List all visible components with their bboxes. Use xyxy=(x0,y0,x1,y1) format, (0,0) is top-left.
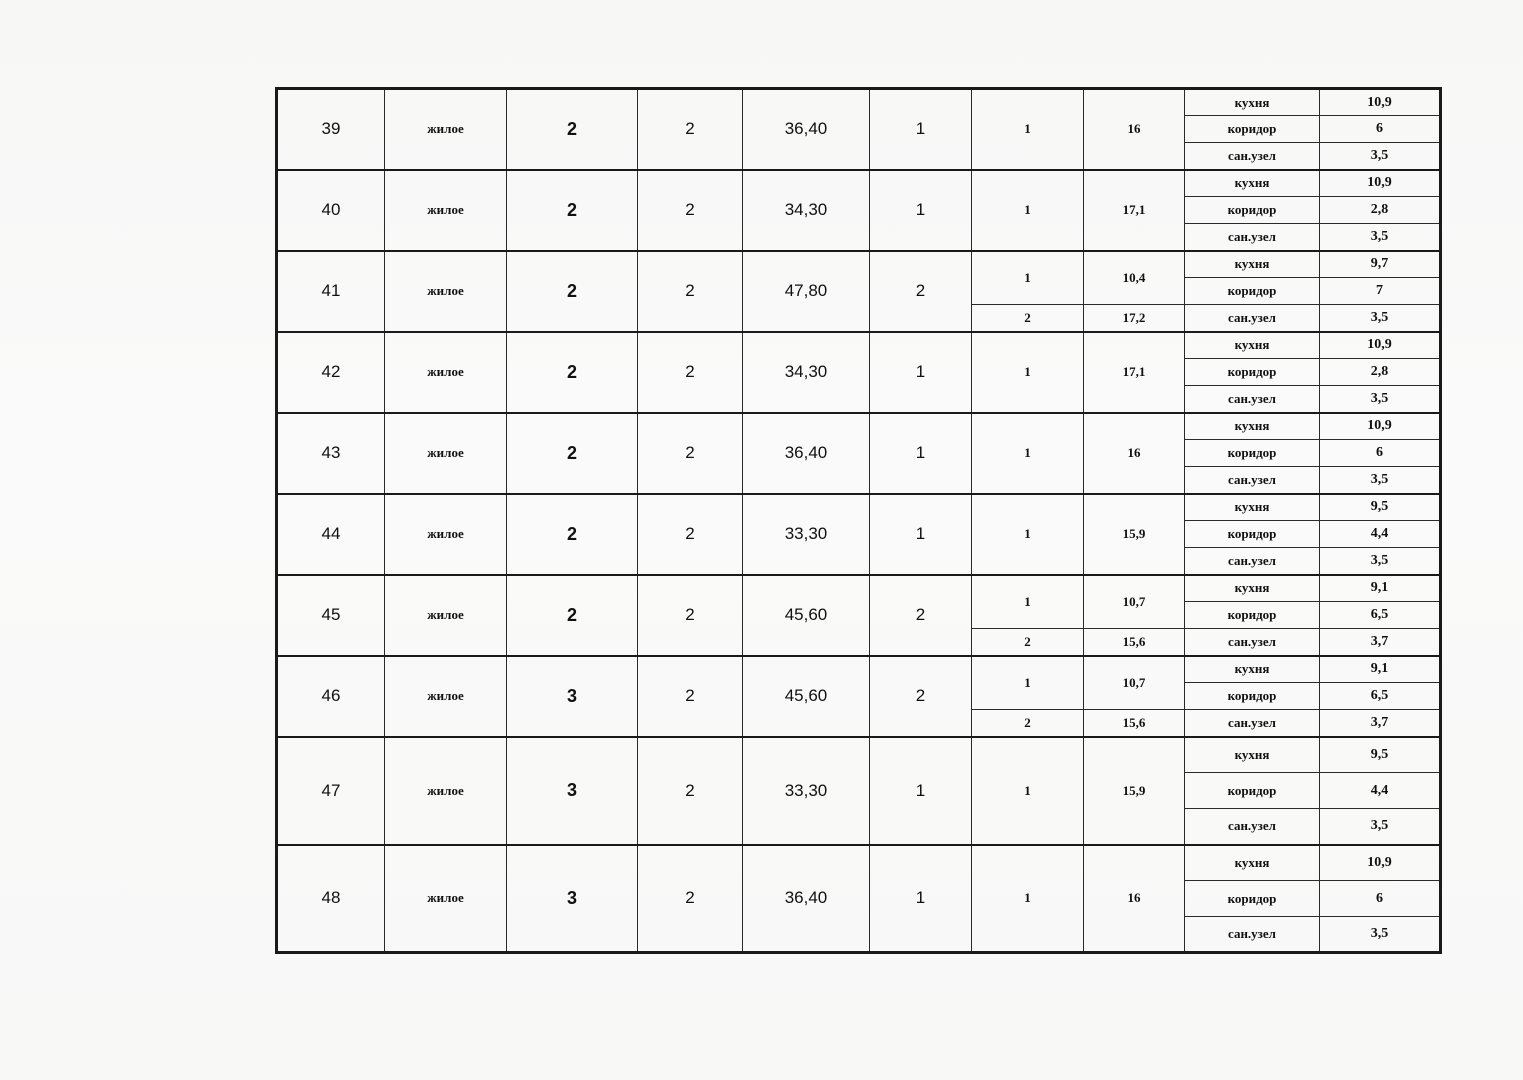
apartment-number: 44 xyxy=(277,494,385,575)
auxiliary-room-area: 10,9 xyxy=(1320,332,1441,359)
section-number: 2 xyxy=(638,494,743,575)
auxiliary-room-area: 10,9 xyxy=(1320,89,1441,116)
auxiliary-room-name: коридор xyxy=(1185,521,1320,548)
table-row xyxy=(277,737,1441,773)
floor-number: 3 xyxy=(507,845,638,953)
apartment-type: жилое xyxy=(385,413,507,494)
auxiliary-room-name: сан.узел xyxy=(1185,386,1320,413)
auxiliary-room-area: 4,4 xyxy=(1320,521,1441,548)
room-number: 1 xyxy=(972,845,1084,953)
floor-number: 2 xyxy=(507,494,638,575)
auxiliary-room-name: кухня xyxy=(1185,332,1320,359)
rooms-count: 2 xyxy=(870,656,972,737)
room-number: 1 xyxy=(972,494,1084,575)
apartment-type: жилое xyxy=(385,332,507,413)
total-area: 33,30 xyxy=(743,494,870,575)
auxiliary-room-area: 3,5 xyxy=(1320,917,1441,953)
room-area: 16 xyxy=(1084,89,1185,170)
room-area: 10,4 xyxy=(1084,251,1185,305)
apartment-number: 48 xyxy=(277,845,385,953)
apartment-type: жилое xyxy=(385,251,507,332)
apartment-type: жилое xyxy=(385,845,507,953)
room-number: 1 xyxy=(972,737,1084,845)
table-row xyxy=(277,494,1441,521)
floor-number: 3 xyxy=(507,656,638,737)
auxiliary-room-name: кухня xyxy=(1185,251,1320,278)
floor-number: 2 xyxy=(507,575,638,656)
auxiliary-room-name: сан.узел xyxy=(1185,809,1320,845)
table-row xyxy=(277,251,1441,278)
auxiliary-room-name: сан.узел xyxy=(1185,143,1320,170)
apartment-number: 41 xyxy=(277,251,385,332)
auxiliary-room-area: 4,4 xyxy=(1320,773,1441,809)
room-number: 1 xyxy=(972,413,1084,494)
total-area: 36,40 xyxy=(743,413,870,494)
section-number: 2 xyxy=(638,251,743,332)
apartment-type: жилое xyxy=(385,89,507,170)
rooms-count: 1 xyxy=(870,845,972,953)
apartment-number: 39 xyxy=(277,89,385,170)
auxiliary-room-name: коридор xyxy=(1185,683,1320,710)
apartment-number: 40 xyxy=(277,170,385,251)
auxiliary-room-area: 3,5 xyxy=(1320,143,1441,170)
auxiliary-room-area: 10,9 xyxy=(1320,413,1441,440)
room-area: 15,9 xyxy=(1084,494,1185,575)
rooms-count: 1 xyxy=(870,332,972,413)
apartment-type: жилое xyxy=(385,170,507,251)
floor-number: 2 xyxy=(507,89,638,170)
auxiliary-room-name: кухня xyxy=(1185,494,1320,521)
rooms-count: 1 xyxy=(870,737,972,845)
section-number: 2 xyxy=(638,332,743,413)
auxiliary-room-name: коридор xyxy=(1185,197,1320,224)
rooms-count: 1 xyxy=(870,494,972,575)
auxiliary-room-name: сан.узел xyxy=(1185,629,1320,656)
room-area: 15,6 xyxy=(1084,710,1185,737)
rooms-count: 2 xyxy=(870,251,972,332)
room-number: 2 xyxy=(972,305,1084,332)
room-area: 15,9 xyxy=(1084,737,1185,845)
auxiliary-room-name: сан.узел xyxy=(1185,305,1320,332)
section-number: 2 xyxy=(638,89,743,170)
auxiliary-room-area: 3,7 xyxy=(1320,629,1441,656)
floor-number: 2 xyxy=(507,332,638,413)
total-area: 34,30 xyxy=(743,170,870,251)
table-row xyxy=(277,89,1441,116)
apartment-type: жилое xyxy=(385,737,507,845)
auxiliary-room-area: 10,9 xyxy=(1320,845,1441,881)
apartment-type: жилое xyxy=(385,575,507,656)
auxiliary-room-area: 9,7 xyxy=(1320,251,1441,278)
auxiliary-room-name: коридор xyxy=(1185,440,1320,467)
floor-number: 2 xyxy=(507,170,638,251)
apartment-number: 43 xyxy=(277,413,385,494)
total-area: 36,40 xyxy=(743,89,870,170)
auxiliary-room-area: 9,1 xyxy=(1320,575,1441,602)
auxiliary-room-area: 10,9 xyxy=(1320,170,1441,197)
auxiliary-room-name: кухня xyxy=(1185,737,1320,773)
room-number: 1 xyxy=(972,575,1084,629)
auxiliary-room-area: 6 xyxy=(1320,881,1441,917)
apartment-number: 45 xyxy=(277,575,385,656)
table-row xyxy=(277,656,1441,683)
room-number: 1 xyxy=(972,332,1084,413)
room-number: 1 xyxy=(972,170,1084,251)
room-area: 16 xyxy=(1084,413,1185,494)
section-number: 2 xyxy=(638,656,743,737)
room-area: 16 xyxy=(1084,845,1185,953)
auxiliary-room-area: 6 xyxy=(1320,440,1441,467)
apartments-table-body xyxy=(277,89,1441,953)
room-number: 1 xyxy=(972,656,1084,710)
auxiliary-room-area: 3,5 xyxy=(1320,467,1441,494)
auxiliary-room-area: 3,5 xyxy=(1320,548,1441,575)
auxiliary-room-name: кухня xyxy=(1185,89,1320,116)
apartment-number: 47 xyxy=(277,737,385,845)
auxiliary-room-area: 6,5 xyxy=(1320,683,1441,710)
table-row xyxy=(277,170,1441,197)
auxiliary-room-name: коридор xyxy=(1185,278,1320,305)
auxiliary-room-area: 3,5 xyxy=(1320,386,1441,413)
total-area: 34,30 xyxy=(743,332,870,413)
apartment-type: жилое xyxy=(385,494,507,575)
auxiliary-room-area: 9,5 xyxy=(1320,494,1441,521)
room-area: 15,6 xyxy=(1084,629,1185,656)
auxiliary-room-area: 6 xyxy=(1320,116,1441,143)
auxiliary-room-area: 9,1 xyxy=(1320,656,1441,683)
auxiliary-room-name: кухня xyxy=(1185,575,1320,602)
auxiliary-room-name: кухня xyxy=(1185,170,1320,197)
total-area: 33,30 xyxy=(743,737,870,845)
total-area: 47,80 xyxy=(743,251,870,332)
section-number: 2 xyxy=(638,737,743,845)
floor-number: 2 xyxy=(507,251,638,332)
auxiliary-room-area: 3,7 xyxy=(1320,710,1441,737)
auxiliary-room-name: коридор xyxy=(1185,116,1320,143)
section-number: 2 xyxy=(638,845,743,953)
room-number: 2 xyxy=(972,710,1084,737)
table-row xyxy=(277,413,1441,440)
room-number: 1 xyxy=(972,251,1084,305)
total-area: 36,40 xyxy=(743,845,870,953)
room-area: 17,1 xyxy=(1084,170,1185,251)
section-number: 2 xyxy=(638,170,743,251)
auxiliary-room-area: 3,5 xyxy=(1320,224,1441,251)
auxiliary-room-name: коридор xyxy=(1185,359,1320,386)
room-number: 2 xyxy=(972,629,1084,656)
rooms-count: 2 xyxy=(870,575,972,656)
room-area: 10,7 xyxy=(1084,575,1185,629)
auxiliary-room-area: 6,5 xyxy=(1320,602,1441,629)
auxiliary-room-name: сан.узел xyxy=(1185,548,1320,575)
auxiliary-room-name: сан.узел xyxy=(1185,467,1320,494)
floor-number: 3 xyxy=(507,737,638,845)
apartment-type: жилое xyxy=(385,656,507,737)
auxiliary-room-name: кухня xyxy=(1185,656,1320,683)
auxiliary-room-name: сан.узел xyxy=(1185,710,1320,737)
room-number: 1 xyxy=(972,89,1084,170)
auxiliary-room-area: 3,5 xyxy=(1320,305,1441,332)
apartment-number: 46 xyxy=(277,656,385,737)
table-row xyxy=(277,845,1441,881)
auxiliary-room-name: коридор xyxy=(1185,773,1320,809)
auxiliary-room-name: сан.узел xyxy=(1185,917,1320,953)
room-area: 10,7 xyxy=(1084,656,1185,710)
auxiliary-room-name: коридор xyxy=(1185,602,1320,629)
floor-number: 2 xyxy=(507,413,638,494)
room-area: 17,1 xyxy=(1084,332,1185,413)
apartments-table xyxy=(275,87,1442,954)
apartment-number: 42 xyxy=(277,332,385,413)
table-row xyxy=(277,575,1441,602)
auxiliary-room-name: сан.узел xyxy=(1185,224,1320,251)
rooms-count: 1 xyxy=(870,89,972,170)
total-area: 45,60 xyxy=(743,656,870,737)
total-area: 45,60 xyxy=(743,575,870,656)
room-area: 17,2 xyxy=(1084,305,1185,332)
rooms-count: 1 xyxy=(870,413,972,494)
auxiliary-room-area: 9,5 xyxy=(1320,737,1441,773)
auxiliary-room-area: 7 xyxy=(1320,278,1441,305)
section-number: 2 xyxy=(638,413,743,494)
section-number: 2 xyxy=(638,575,743,656)
auxiliary-room-area: 2,8 xyxy=(1320,197,1441,224)
table-row xyxy=(277,332,1441,359)
auxiliary-room-name: кухня xyxy=(1185,413,1320,440)
auxiliary-room-name: коридор xyxy=(1185,881,1320,917)
auxiliary-room-area: 2,8 xyxy=(1320,359,1441,386)
rooms-count: 1 xyxy=(870,170,972,251)
auxiliary-room-name: кухня xyxy=(1185,845,1320,881)
auxiliary-room-area: 3,5 xyxy=(1320,809,1441,845)
